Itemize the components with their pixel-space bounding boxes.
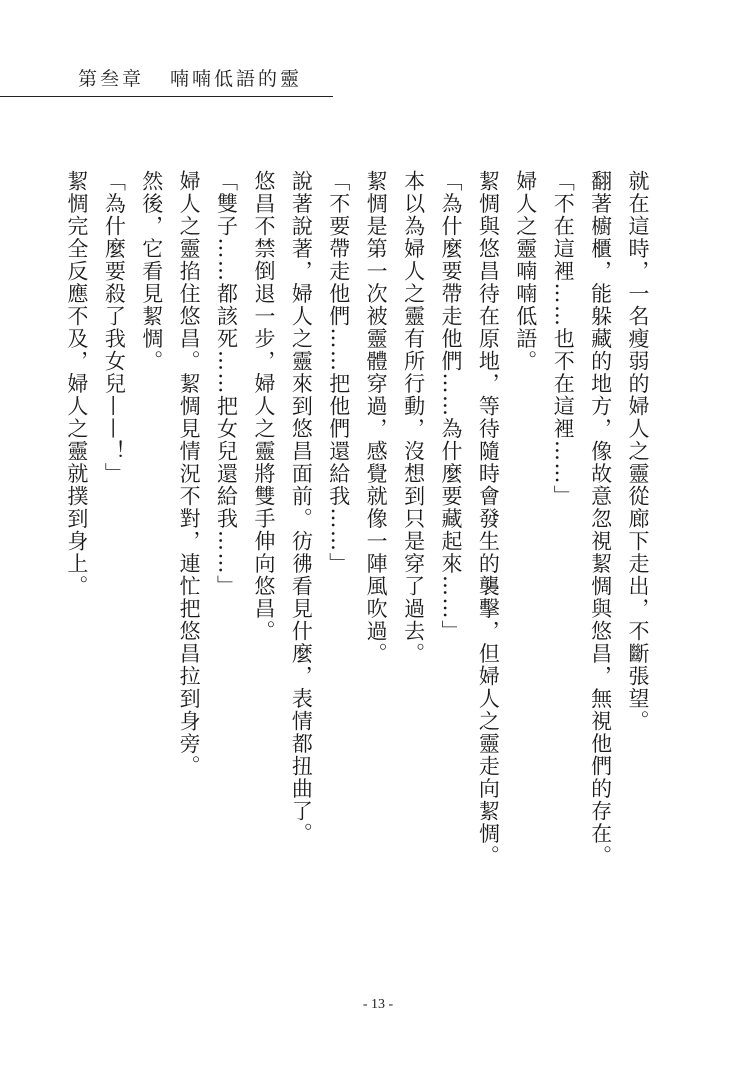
paragraph: 「雙子……都該死……把女兒還給我……」 [214, 170, 239, 598]
paragraph: 「不要帶走他們……把他們還給我……」 [326, 170, 351, 575]
paragraph: 婦人之靈掐住悠昌。絜惆見情況不對，連忙把悠昌拉到身旁。 [177, 170, 202, 778]
paragraph: 絜惆是第一次被靈體穿過，感覺就像一陣風吹過。 [364, 170, 389, 665]
chapter-title: 喃喃低語的靈 [170, 68, 303, 90]
chapter-header [78, 64, 302, 91]
paragraph: 然後，它看見絜惆。 [139, 170, 164, 373]
body-text [58, 170, 657, 990]
paragraph: 「不在這裡……也不在這裡……」 [551, 170, 576, 508]
paragraph: 「為什麼要殺了我女兒——！」 [102, 170, 127, 485]
paragraph: 翻著櫥櫃，能躲藏的地方，像故意忽視絜惆與悠昌，無視他們的存在。 [588, 170, 613, 868]
paragraph: 本以為婦人之靈有所行動，沒想到只是穿了過去。 [401, 170, 426, 665]
paragraph: 就在這時，一名瘦弱的婦人之靈從廊下走出，不斷張望。 [626, 170, 650, 733]
paragraph: 絜惆與悠昌待在原地，等待隨時會發生的襲擊，但婦人之靈走向絜惆。 [476, 170, 501, 868]
paragraph: 「為什麼要帶走他們……為什麼要藏起來……」 [438, 170, 463, 643]
chapter-number: 第叁章 [78, 68, 145, 90]
paragraph: 婦人之靈喃喃低語。 [513, 170, 538, 373]
paragraph: 絜惆完全反應不及，婦人之靈就撲到身上。 [64, 170, 89, 598]
page-number: - 13 - [362, 997, 394, 1012]
header-divider [0, 96, 333, 97]
paragraph: 悠昌不禁倒退一步，婦人之靈將雙手伸向悠昌。 [251, 170, 276, 643]
paragraph: 說著說著，婦人之靈來到悠昌面前。彷彿看見什麼，表情都扭曲了。 [289, 170, 314, 845]
